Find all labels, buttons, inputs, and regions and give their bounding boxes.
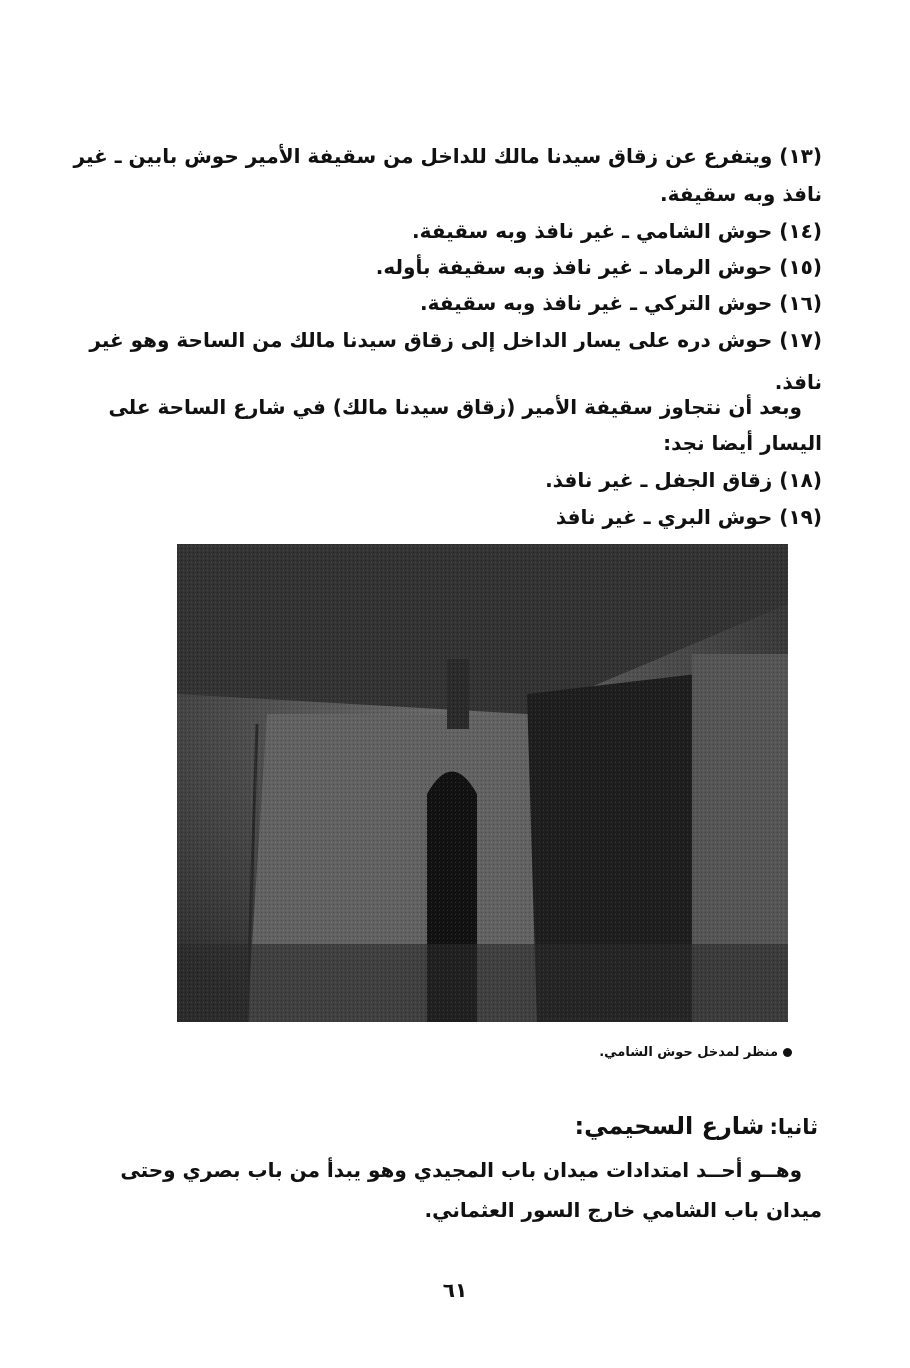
photo-caption — [599, 1045, 792, 1060]
text-line: وبعد أن نتجاوز سقيفة الأمير (زقاق سيدنا مالك) في شارع الساحة على — [108, 395, 802, 419]
bullet-icon — [783, 1048, 792, 1057]
text-line: اليسار أيضا نجد: — [663, 431, 822, 455]
text-line: نافذ وبه سقيفة. — [659, 182, 822, 206]
text-line: (١٧) حوش دره على يسار الداخل إلى زقاق سيدنا مالك من الساحة وهو غير — [89, 328, 822, 352]
text-line: (١٩) حوش البري ـ غير نافذ — [555, 505, 822, 529]
text-line: (١٥) حوش الرماد ـ غير نافذ وبه سقيفة بأوله. — [375, 255, 822, 279]
page-number: ٦١ — [442, 1278, 468, 1302]
text-line: نافذ. — [774, 370, 822, 394]
text-line: وهــو أحــد امتدادات ميدان باب المجيدي وهو يبدأ من باب بصري وحتى — [120, 1158, 802, 1182]
section-heading — [574, 1112, 818, 1140]
text-line: (١٦) حوش التركي ـ غير نافذ وبه سقيفة. — [419, 291, 822, 315]
courtyard-entrance-photo — [177, 544, 788, 1022]
photo-drawing — [177, 544, 788, 1022]
text-line: ميدان باب الشامي خارج السور العثماني. — [424, 1198, 822, 1222]
section-number: ثانيا: — [769, 1115, 818, 1139]
text-line: (١٣) ويتفرع عن زقاق سيدنا مالك للداخل من سقيفة الأمير حوش بابين ـ غير — [73, 144, 822, 168]
section-title: شارع السحيمي: — [574, 1112, 765, 1140]
caption-text: منظر لمدخل حوش الشامي. — [599, 1045, 778, 1060]
text-line: (١٨) زقاق الجفل ـ غير نافذ. — [545, 468, 822, 492]
text-line: (١٤) حوش الشامي ـ غير نافذ وبه سقيفة. — [411, 219, 822, 243]
